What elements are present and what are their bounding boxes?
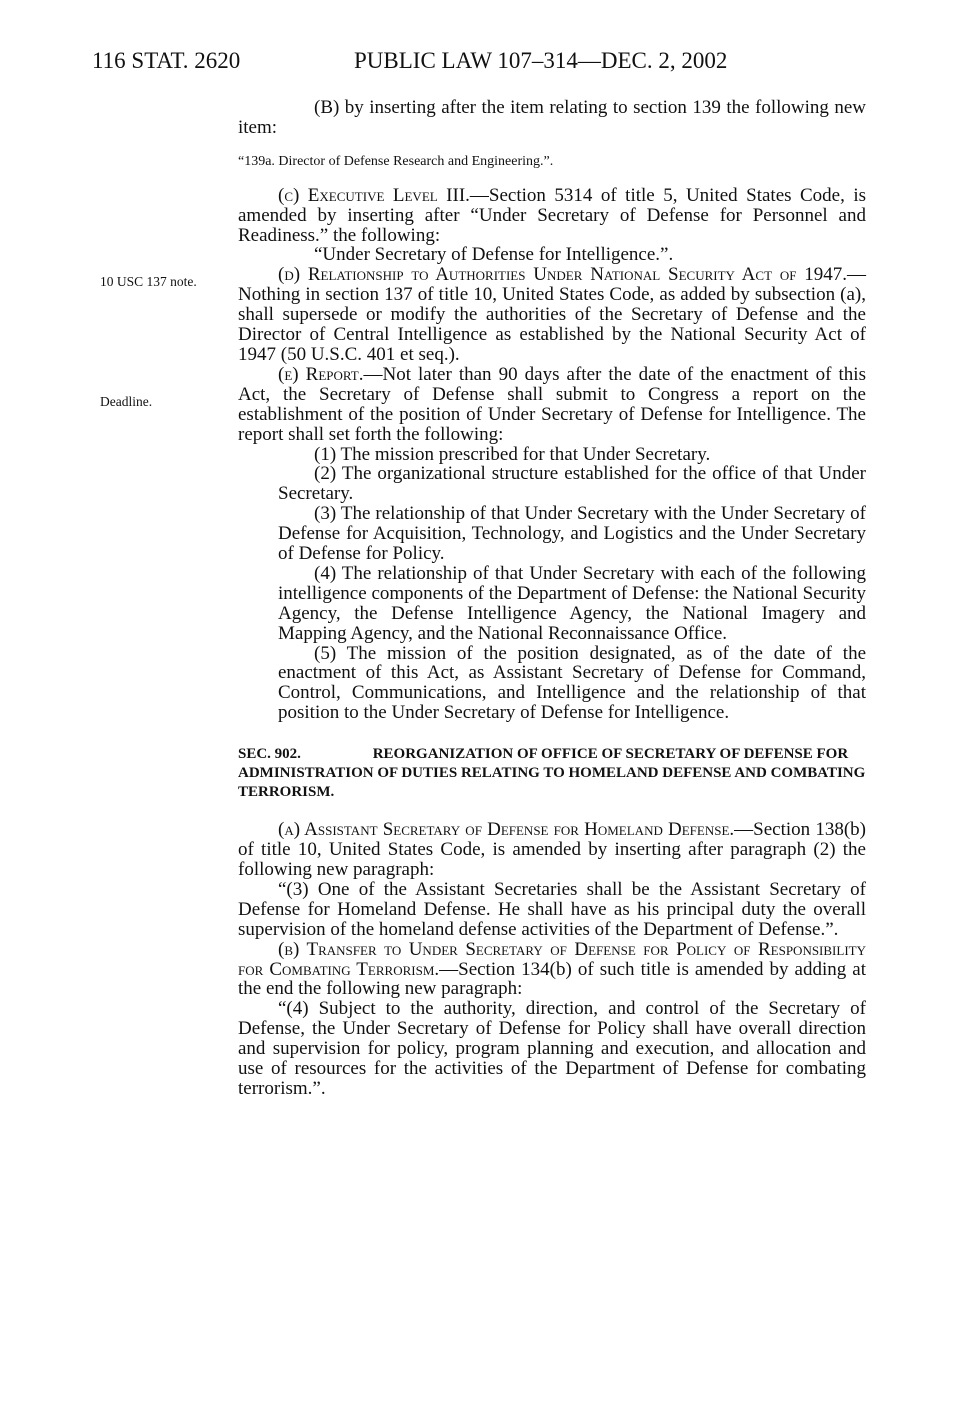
quote-139a: “139a. Director of Defense Research and Engineering.”.: [238, 153, 554, 169]
statute-page-number: 116 STAT. 2620: [92, 48, 241, 73]
heading-a: (a) Assistant Secretary of Defense for Homeland Defense.: [278, 819, 735, 841]
list-item: (2) The organizational structure established for the office of that Under Secretary.: [278, 463, 866, 505]
list-item: (4) The relationship of that Under Secretary with each of the following intelligence components of the Department of Defense: the National Security Agency, the Defense Intelligence Agency, the National Imagery and Mapping Agency, and the National Reconnaissance Office.: [278, 562, 866, 644]
public-law-title: PUBLIC LAW 107–314—DEC. 2, 2002: [354, 48, 728, 73]
heading-e: (e) Report.: [278, 363, 364, 385]
margin-note-usc: 10 USC 137 note.: [100, 274, 197, 289]
paragraph-a: [238, 820, 866, 880]
quote-c: “Under Secretary of Defense for Intelligence.”.: [314, 244, 674, 266]
section-number: SEC. 902.: [238, 746, 301, 763]
text-a: —Section 138(b) of title 10, United States Code, is amended by inserting after paragraph (2) the following new paragraph:: [238, 819, 866, 880]
heading-b: (b) Transfer to Under Secretary of Defense for Policy of Responsibility for Combating Terrorism.: [238, 938, 866, 980]
paragraph-d: [238, 265, 866, 365]
list-item: (5) The mission of the position designated, as of the date of the enactment of this Act, as Assistant Secretary of Defense for Command, Control, Communications, and Intelligence and the relationship of that position to the Under Secretary of Defense for Intelligence.: [278, 642, 866, 724]
document-body: [238, 98, 866, 1099]
heading-d: (d) Relationship to Authorities Under National Security Act of 1947.: [278, 264, 847, 286]
text-c: —Section 5314 of title 5, United States Code, is amended by inserting after “Under Secretary of Defense for Personnel and Readiness.” the following:: [238, 184, 867, 246]
text-e: —Not later than 90 days after the date of the enactment of this Act, the Secretary of Defense shall submit to Congress a report on the establishment of the position of Under Secretary of Defense for Intelligence. The report shall set forth the following:: [238, 363, 866, 445]
quote-a: “(3) One of the Assistant Secretaries shall be the Assistant Secretary of Defense for Homeland Defense. He shall have as his principal duty the overall supervision of the homeland defense activities of the Department of Defense.”.: [238, 878, 866, 940]
text-d: —Nothing in section 137 of title 10, United States Code, as added by subsection (a), shall supersede or modify the authorities of the Secretary of Defense and the Director of Central Intelligence as established by the National Security Act of 1947 (50 U.S.C. 401 et seq.).: [238, 264, 866, 365]
list-item: (1) The mission prescribed for that Under Secretary.: [314, 443, 711, 465]
page-header: [92, 48, 892, 82]
heading-c: (c) Executive Level III.: [278, 184, 470, 206]
quote-b: “(4) Subject to the authority, direction, and control of the Secretary of Defense, the Under Secretary of Defense for Policy shall have overall direction and supervision for policy, program planning and execution, and allocation and use of resources for the activities of the Department of Defense for combating terrorism.”.: [238, 998, 866, 1099]
section-title: REORGANIZATION OF OFFICE OF SECRETARY OF DEFENSE FOR ADMINISTRATION OF DUTIES RELATING TO HOMELAND DEFENSE AND COMBATING TERRORISM.: [238, 746, 866, 801]
text-b: —Section 134(b) of such title is amended by adding at the end the following new paragraph:: [238, 958, 866, 1000]
paragraph-c: [238, 186, 866, 246]
paragraph-b-item: (B) by inserting after the item relating to section 139 the following new item:: [238, 97, 866, 138]
paragraph-e: [238, 365, 866, 445]
margin-note-deadline: Deadline.: [100, 394, 153, 409]
list-item: (3) The relationship of that Under Secretary with the Under Secretary of Defense for Acquisition, Technology, and Logistics and the Under Secretary of Defense for Policy.: [278, 503, 866, 565]
section-heading: [238, 745, 866, 802]
paragraph-b: [238, 940, 866, 1000]
